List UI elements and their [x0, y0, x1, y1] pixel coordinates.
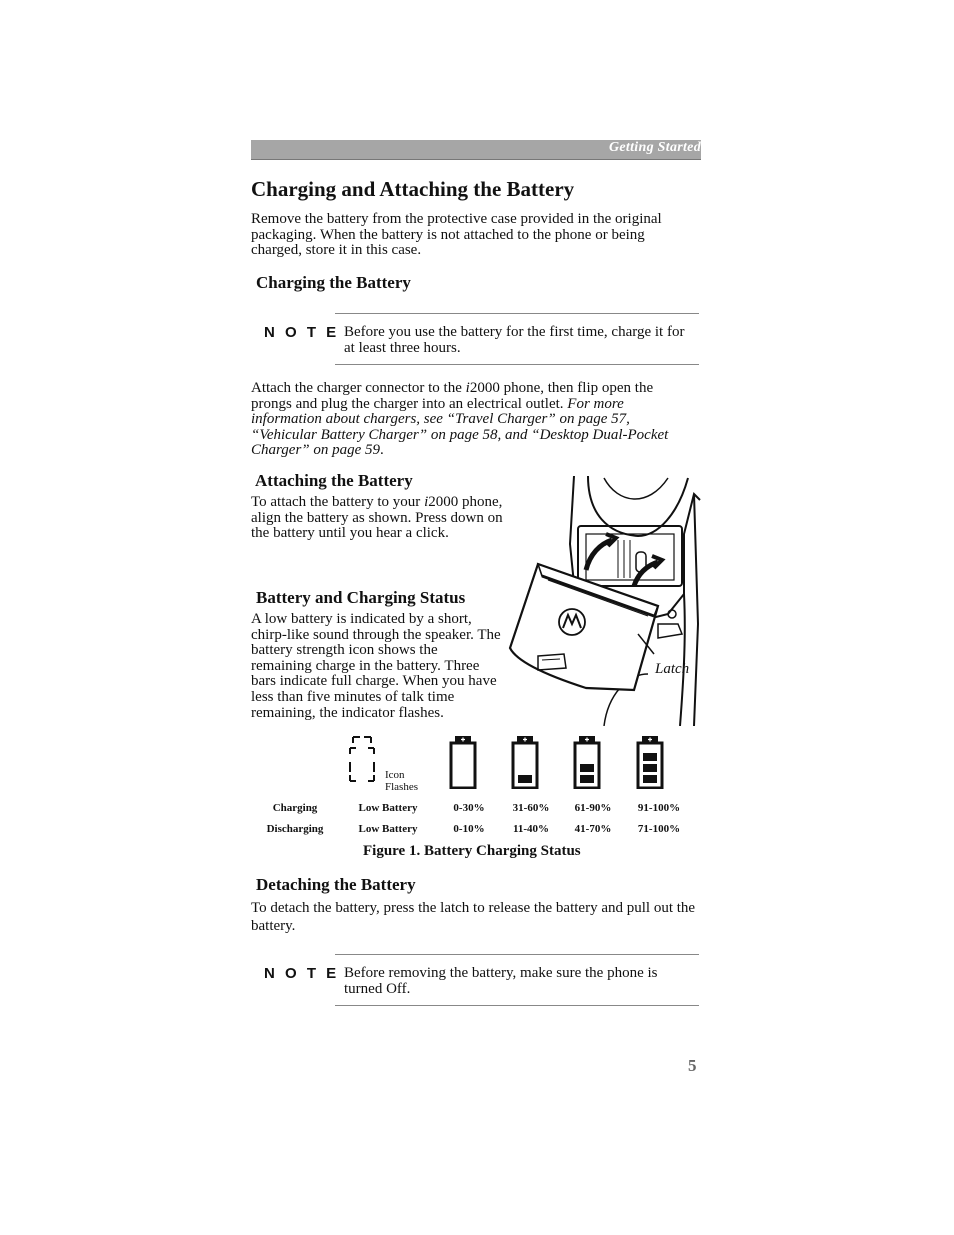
icon-note-line1: Icon	[385, 769, 405, 781]
header-bar	[251, 140, 701, 160]
heading-charging: Charging the Battery	[256, 273, 411, 292]
note-rule-bottom	[335, 364, 699, 365]
charging-text-model: 2000 phone, then flip open the prongs and plug the charger into an electrical outlet.	[251, 380, 654, 412]
attaching-text-prefix: To attach the battery to your	[251, 494, 425, 510]
charging-paragraph	[251, 381, 696, 459]
intro-paragraph: Remove the battery from the protective case provided in the original packaging. When the battery is not attached to the phone or being charged, store it in this case.	[251, 211, 662, 259]
figure-caption: Figure 1. Battery Charging Status	[363, 843, 581, 859]
discharging-level-3: 41-70%	[574, 823, 612, 835]
battery-two-bars-icon	[573, 735, 601, 789]
charging-low-battery: Low Battery	[358, 802, 418, 814]
heading-status: Battery and Charging Status	[256, 588, 466, 607]
heading-detaching: Detaching the Battery	[256, 875, 416, 894]
battery-empty-icon	[449, 735, 477, 789]
running-header: Getting Started	[608, 140, 701, 155]
charging-level-1: 0-30%	[453, 802, 485, 814]
charging-level-2: 31-60%	[512, 802, 550, 814]
note-text: Before you use the battery for the first time, charge it for at least three hours.	[344, 324, 685, 356]
icon-note	[385, 769, 418, 793]
charger-references: For more information about chargers, see “Travel Charger” on page 57, “Vehicular Battery Charger” on page 58, and “Desktop Dual-Pocket Charger” on page 59	[251, 395, 669, 459]
battery-one-bar-icon	[511, 735, 539, 789]
status-paragraph: A low battery is indicated by a short, chirp-like sound through the speaker. The battery strength icon shows the remaining charge in the battery. Three bars indicate full charge. When you have less than five minutes of talk time remaining, the indicator flashes.	[251, 611, 501, 721]
note-rule-top	[335, 954, 699, 955]
battery-flashing-icon	[346, 735, 378, 785]
detaching-paragraph: To detach the battery, press the latch to release the battery and pull out the battery.	[251, 900, 696, 934]
discharging-level-1: 0-10%	[453, 823, 485, 835]
heading-attaching: Attaching the Battery	[255, 471, 413, 490]
charging-text-prefix: Attach the charger connector to the	[251, 380, 466, 396]
icon-note-line2: Flashes	[385, 781, 418, 793]
discharging-level-4: 71-100%	[637, 823, 681, 835]
note-label: N O T E	[264, 324, 340, 341]
charging-level-3: 61-90%	[574, 802, 612, 814]
note-rule-bottom	[335, 1005, 699, 1006]
page-number: 5	[688, 1056, 697, 1075]
discharging-level-2: 11-40%	[512, 823, 550, 835]
model-italic: i	[424, 494, 429, 510]
attaching-paragraph	[251, 495, 503, 542]
note-label: N O T E	[264, 965, 340, 982]
attaching-text-rest: 2000 phone, align the battery as shown. Press down on the battery until you hear a click.	[251, 494, 503, 542]
discharging-low-battery: Low Battery	[358, 823, 418, 835]
battery-attach-illustration	[508, 474, 702, 726]
row-label-discharging: Discharging	[266, 823, 324, 835]
row-label-charging: Charging	[272, 802, 318, 814]
model-italic: i	[465, 380, 470, 396]
charging-level-4: 91-100%	[637, 802, 681, 814]
note-rule-top	[335, 313, 699, 314]
battery-three-bars-icon	[636, 735, 664, 789]
page-title: Charging and Attaching the Battery	[251, 177, 575, 201]
note-text: Before removing the battery, make sure the phone is turned Off.	[344, 965, 658, 997]
charging-text-end: .	[380, 442, 384, 459]
latch-label: Latch	[655, 661, 690, 677]
